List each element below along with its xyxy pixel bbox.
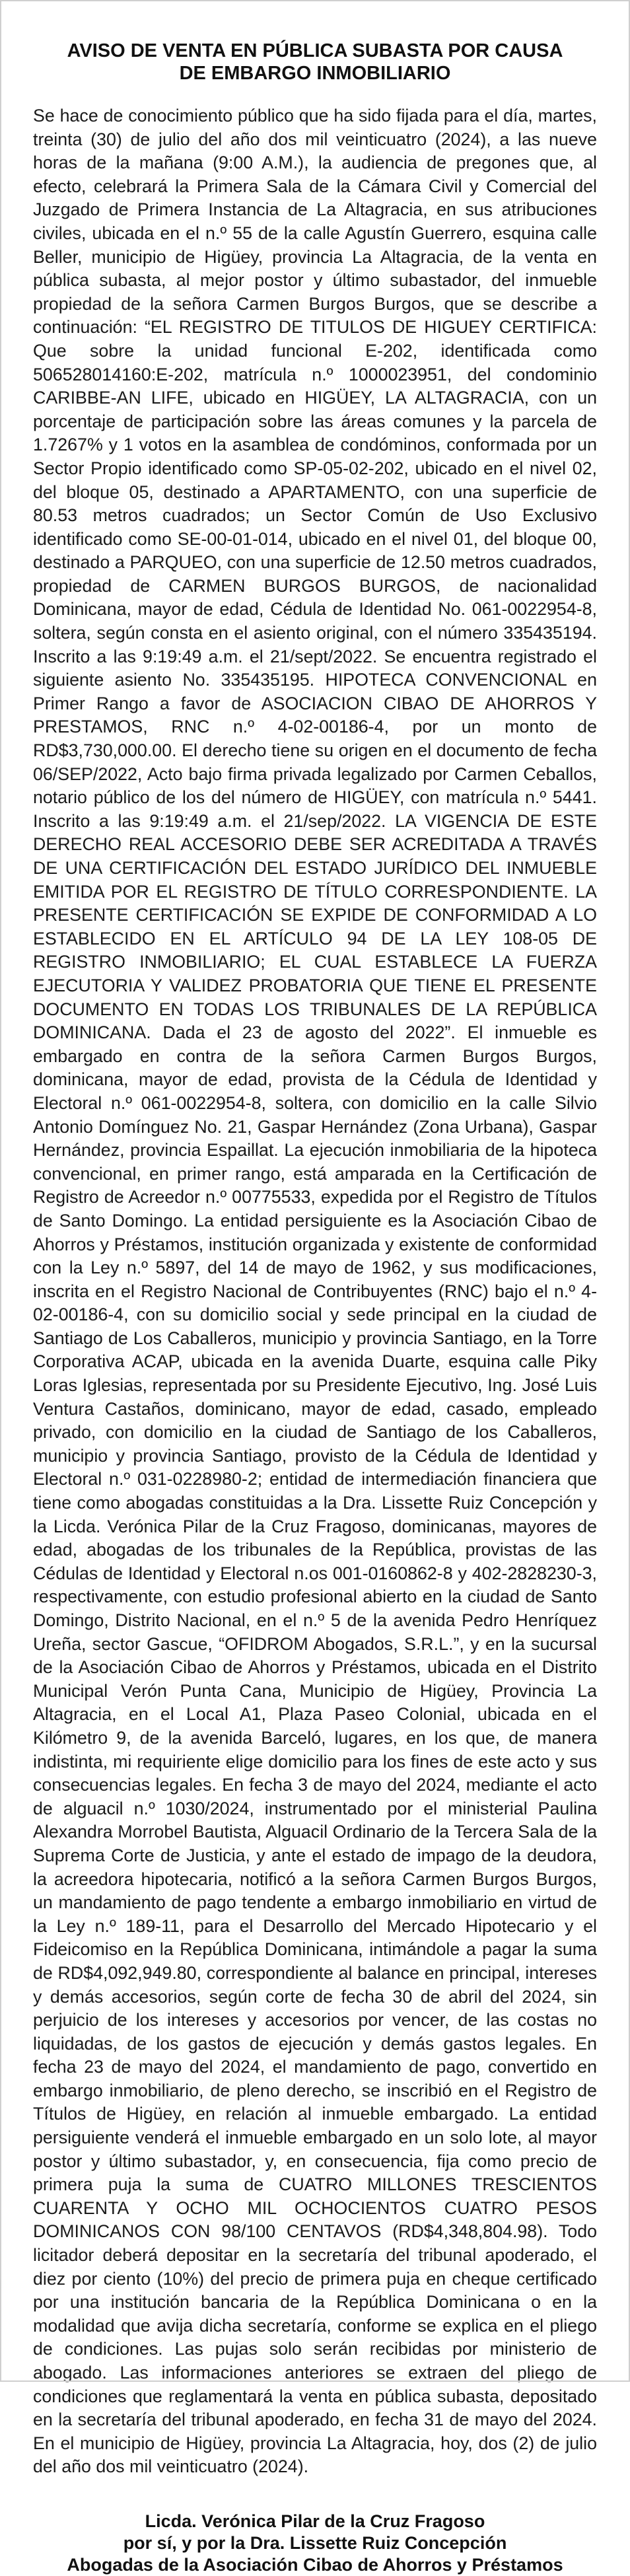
notice-body: Se hace de conocimiento público que ha sido fijada para el día, martes, treinta (30) de julio del año dos mil veinticuatro (2024), a las nueve horas de la mañana (9:00 A.M.), la audiencia de pregones que, al efecto, celebrará la Primera Sala de la Cámara Civil y Comercial del Juzgado de Primera Instancia de La Altagracia, en sus atribuciones civiles, ubicada en el n.º 55 de la calle Agustín Guerrero, esquina calle Beller, municipio de Higüey, provincia La Altagracia, de la venta en pública subasta, al mejor postor y último subastador, del inmueble propiedad de la señora Carmen Burgos Burgos, que se describe a continuación: “EL REGISTRO DE TITULOS DE HIGUEY CERTIFICA: Que sobre la unidad funcional E-202, identificada como 506528014160:E-202, matrícula n.º 1000023951, del condominio CARIBBE-AN LIFE, ubicado en HIGÜEY, LA ALTAGRACIA, con un porcentaje de participación sobre las áreas comunes y la parcela de 1.7267% y 1 votos en la asamblea de condóminos, conformada por un Sector Propio identificado como SP-05-02-202, ubicado en el nivel 02, del bloque 05, destinado a APARTAMENTO, con una superficie de 80.53 metros cuadrados; un Sector Común de Uso Exclusivo identificado como SE-00-01-014, ubicado en el nivel 01, del bloque 00, destinado a PARQUEO, con una superficie de 12.50 metros cuadrados, propiedad de CARMEN BURGOS BURGOS, de nacionalidad Dominicana, mayor de edad, Cédula de Identidad No. 061-0022954-8, soltera, según consta en el asiento original, con el número 335435194. Inscrito a las 9:19:49 a.m. el 21/sept/2022. Se encuentra registrado el siguiente asiento No. 335435195. HIPOTECA CONVENCIONAL en Primer Rango a favor de ASOCIACION CIBAO DE AHORROS Y PRESTAMOS, RNC n.º 4-02-00186-4, por un monto de RD$3,730,000.00. El derecho tiene su origen en el documento de fecha 06/SEP/2022, Acto bajo firma privada legalizado por Carmen Ceballos, notario público de los del número de HIGÜEY, con matrícula n.º 5441. Inscrito a las 9:19:49 a.m. el 21/sep/2022. LA VIGENCIA DE ESTE DERECHO REAL ACCESORIO DEBE SER ACREDITADA A TRAVÉS DE UNA CERTIFICACIÓN DEL ESTADO JURÍDICO DEL INMUEBLE EMITIDA POR EL REGISTRO DE TÍTULO CORRESPONDIENTE. LA PRESENTE CERTIFICACIÓN SE EXPIDE DE CONFORMIDAD A LO ESTABLECIDO EN EL ARTÍCULO 94 DE LA LEY 108-05 DE REGISTRO INMOBILIARIO; EL CUAL ESTABLECE LA FUERZA EJECUTORIA Y VALIDEZ PROBATORIA QUE TIENE EL PRESENTE DOCUMENTO EN TODAS LOS TRIBUNALES DE LA REPÚBLICA DOMINICANA. Dada el 23 de agosto del 2022”. El inmueble es embargado en contra de la señora Carmen Burgos Burgos, dominicana, mayor de edad, provista de la Cédula de Identidad y Electoral n.º 061-0022954-8, soltera, con domicilio en la calle Silvio Antonio Domínguez No. 21, Gaspar Hernández (Zona Urbana), Gaspar Hernández, provincia Espaillat. La ejecución inmobiliaria de la hipoteca convencional, en primer rango, está amparada en la Certificación de Registro de Acreedor n.º 00775533, expedida por el Registro de Títulos de Santo Domingo. La entidad persiguiente es la Asociación Cibao de Ahorros y Préstamos, institución organizada y existente de conformidad con la Ley n.º 5897, del 14 de mayo de 1962, y sus modificaciones, inscrita en el Registro Nacional de Contribuyentes (RNC) bajo el n.º 4-02-00186-4, con su domicilio social y sede principal en la ciudad de Santiago de Los Caballeros, municipio y provincia Santiago, en la Torre Corporativa ACAP, ubicada en la avenida Duarte, esquina calle Piky Loras Iglesias, representada por su Presidente Ejecutivo, Ing. José Luis Ventura Castaños, dominicano, mayor de edad, casado, empleado privado, con domicilio en la ciudad de Santiago de los Caballeros, municipio y provincia Santiago, provisto de la Cédula de Identidad y Electoral n.º 031-0228980-2; entidad de intermediación financiera que tiene como abogadas constituidas a la Dra. Lissette Ruiz Concepción y la Licda. Verónica Pilar de la Cruz Fragoso, dominicanas, mayores de edad, abogadas de los tribunales de la República, provistas de las Cédulas de Identidad y Electoral n.os 001-0160862-8 y 402-2828230-3, respectivamente, con estudio profesional abierto en la ciudad de Santo Domingo, Distrito Nacional, en el n.º 5 de la avenida Pedro Henríquez Ureña, sector Gascue, “OFIDROM Abogados, S.R.L.”, y en la sucursal de la Asociación Cibao de Ahorros y Préstamos, ubicada en el Distrito Municipal Verón Punta Cana, Municipio de Higüey, Provincia La Altagracia, en el Local A1, Plaza Paseo Colonial, ubicada en el Kilómetro 9, de la avenida Barceló, lugares, en los que, de manera indistinta, mi requiriente elige domicilio para los fines de este acto y sus consecuencias legales. En fecha 3 de mayo del 2024, mediante el acto de alguacil n.º 1030/2024, instrumentado por el ministerial Paulina Alexandra Morrobel Bautista, Alguacil Ordinario de la Tercera Sala de la Suprema Corte de Justicia, y ante el estado de impago de la deudora, la acreedora hipotecaria, notificó a la señora Carmen Burgos Burgos, un mandamiento de pago tendente a embargo inmobiliario en virtud de la Ley n.º 189-11, para el Desarrollo del Mercado Hipotecario y el Fideicomiso en la República Dominicana, intimándole a pagar la suma de RD$4,092,949.80, correspondiente al balance en principal, intereses y demás accesorios, según corte de fecha 30 de abril del 2024, sin perjuicio de los intereses y accesorios por vencer, de las costas no liquidadas, de los gastos de ejecución y demás gastos legales. En fecha 23 de mayo del 2024, el mandamiento de pago, convertido en embargo inmobiliario, de pleno derecho, se inscribió en el Registro de Títulos de Higüey, en relación al inmueble embargado. La entidad persiguiente venderá el inmueble embargado en un solo lote, al mayor postor y último subastador, y, en consecuencia, fija como precio de primera puja la suma de CUATRO MILLONES TRESCIENTOS CUARENTA Y OCHO MIL OCHOCIENTOS CUATRO PESOS DOMINICANOS CON 98/100 CENTAVOS (RD$4,348,804.98). Todo licitador deberá depositar en la secretaría del tribunal apoderado, el diez por ciento (10%) del precio de primera puja en cheque certificado por una institución bancaria de la República Dominicana o en la modalidad que avija dicha secretaría, conforme se explica en el pliego de condiciones. Las pujas solo serán recibidas por ministerio de abogado. Las informaciones anteriores se extraen del pliego de condiciones que reglamentará la venta en pública subasta, depositado en la secretaría del tribunal apoderado, en fecha 31 de mayo del 2024. En el municipio de Higüey, provincia La Altagracia, hoy, dos (2) de julio del año dos mil veinticuatro (2024). <box>33 106 597 2477</box>
signature-block <box>33 2511 597 2576</box>
notice-title <box>33 40 597 85</box>
signature-line-3: Abogadas de la Asociación Cibao de Ahorros y Préstamos <box>67 2554 563 2575</box>
signature-line-1: Licda. Verónica Pilar de la Cruz Fragoso <box>145 2511 485 2531</box>
notice-title-line-2: DE EMBARGO INMOBILIARIO <box>179 63 451 84</box>
notice-title-line-1: AVISO DE VENTA EN PÚBLICA SUBASTA POR CAUSA <box>67 40 563 61</box>
signature-line-2: por sí, y por la Dra. Lissette Ruiz Concepción <box>123 2532 507 2553</box>
